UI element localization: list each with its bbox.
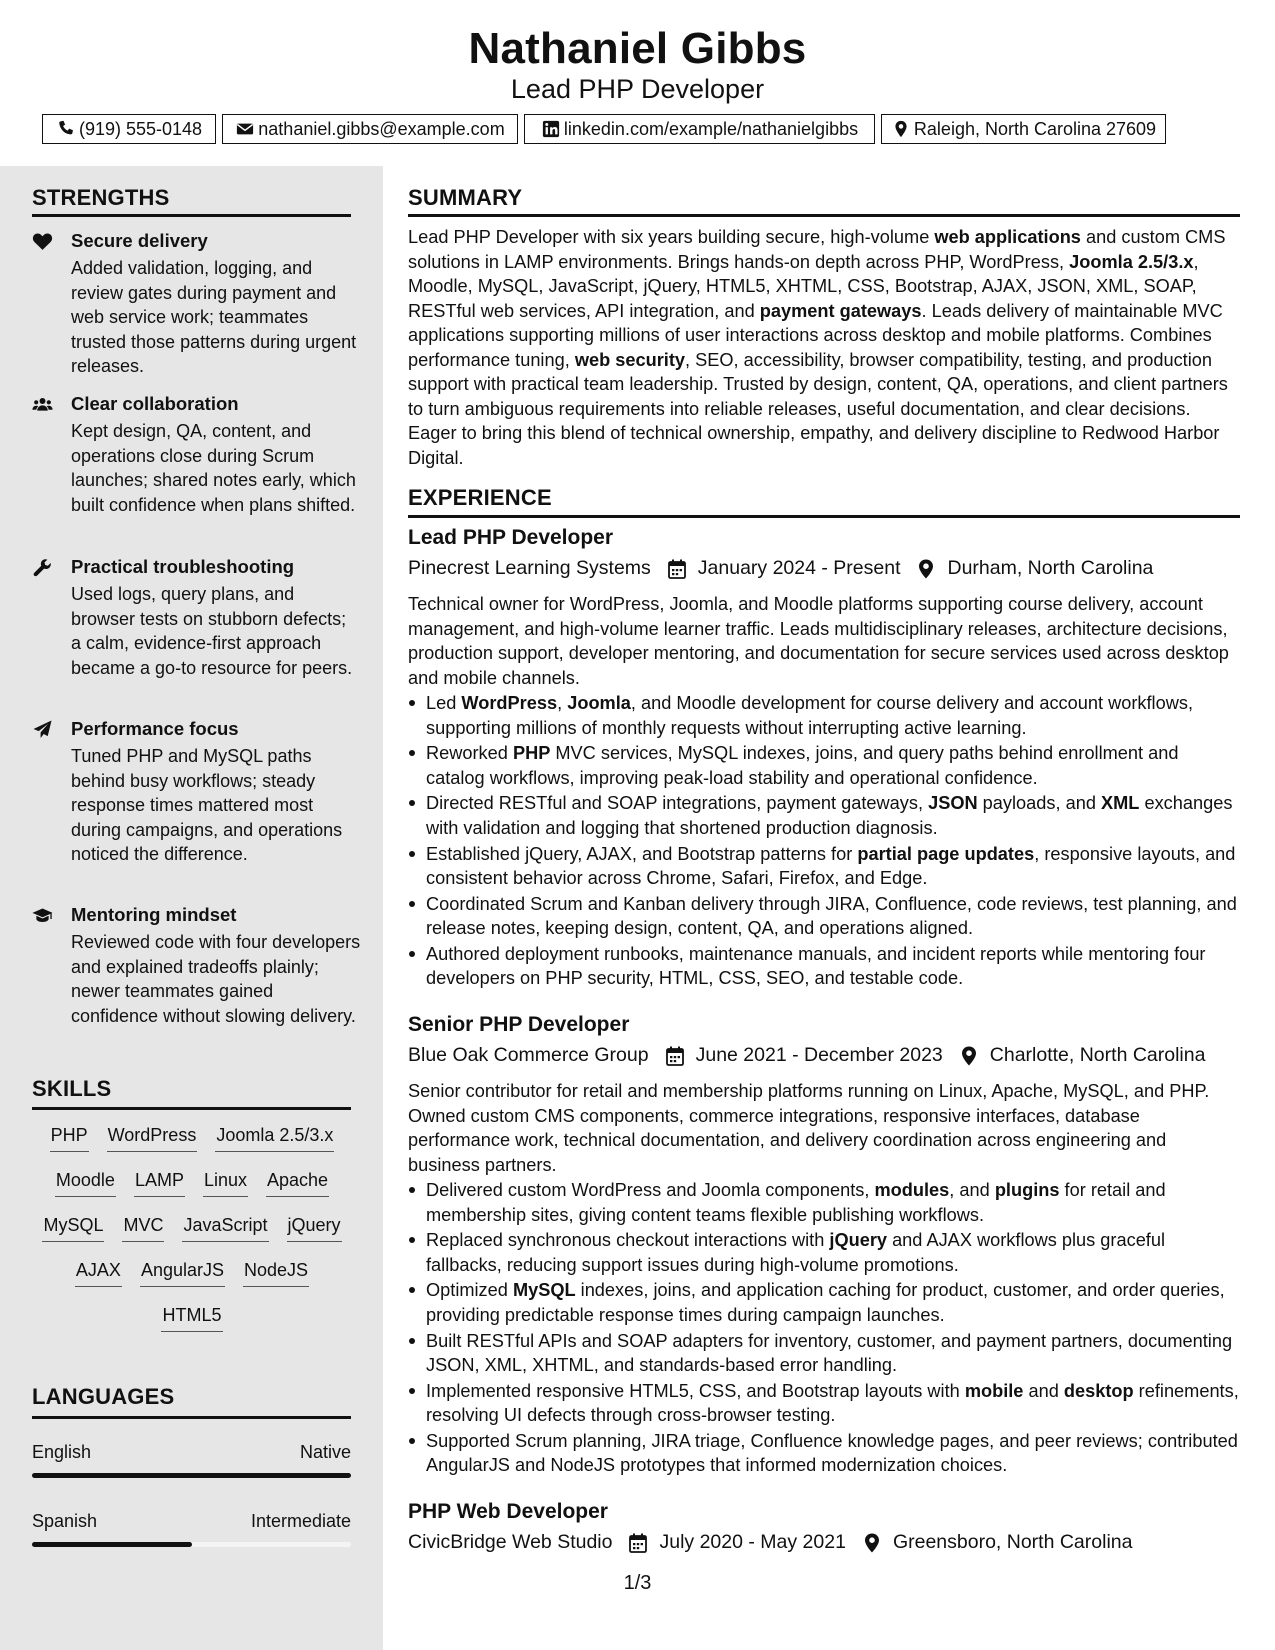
candidate-role: Lead PHP Developer — [510, 74, 765, 104]
job-description: Technical owner for WordPress, Joomla, and Moodle platforms supporting course delivery, account management, and high-volume learner traffic. Leads multidisciplinary releases, architecture decisions, production support, developer mentoring, and documentation for secure services used across desktop and mobile channels. — [408, 594, 1229, 688]
job-company: CivicBridge Web Studio — [408, 1531, 613, 1553]
section-divider — [408, 214, 1240, 217]
skill-tag: NodeJS — [243, 1260, 309, 1287]
section-divider — [408, 515, 1240, 518]
strength-title: Performance focus — [71, 718, 239, 739]
skill-tag: HTML5 — [161, 1305, 222, 1332]
job-meta — [408, 1531, 1132, 1554]
map-marker-icon — [891, 119, 911, 139]
list-item: Reworked PHP MVC services, MySQL indexes, joins, and query paths behind enrollment and catalog workflows, improving peak-load stability and operational confidence. — [408, 741, 1240, 790]
skill-tag: Moodle — [55, 1170, 116, 1197]
strength-description: Kept design, QA, content, and operations close during Scrum launches; shared notes early, which built confidence when plans shifted. — [71, 421, 356, 515]
job-location: Greensboro, North Carolina — [892, 1531, 1133, 1553]
map-marker-icon — [860, 1532, 884, 1554]
job-title: Senior PHP Developer — [408, 1013, 630, 1036]
list-item: Replaced synchronous checkout interactions with jQuery and AJAX workflows plus graceful fallbacks, reducing support issues during high-volume promotions. — [408, 1228, 1240, 1277]
strengths-heading: STRENGTHS — [32, 185, 170, 210]
phone-text: (919) 555-0148 — [78, 118, 203, 139]
list-item: Optimized MySQL indexes, joins, and application caching for product, customer, and order queries, providing predictable response times during campaign launches. — [408, 1278, 1240, 1327]
language-name: English — [32, 1442, 92, 1462]
list-item: Built RESTful APIs and SOAP adapters for inventory, customer, and payment partners, documenting JSON, XML, XHTML, and standards-based error handling. — [408, 1329, 1240, 1378]
job-bullets — [408, 1178, 1240, 1479]
job-meta — [408, 557, 1153, 580]
linkedin-text: linkedin.com/example/nathanielgibbs — [563, 118, 859, 139]
skills-row — [32, 1170, 352, 1215]
list-item: Coordinated Scrum and Kanban delivery through JIRA, Confluence, code reviews, test planning, and release notes, keeping design, content, QA, and operations aligned. — [408, 892, 1240, 941]
location-text: Raleigh, North Carolina 27609 — [913, 118, 1157, 139]
job-description: Senior contributor for retail and membership platforms running on Linux, Apache, MySQL, and PHP. Owned custom CMS components, commerce integrations, responsive interfaces, database performance work, technical documentation, and delivery coordination across engineering and business partners. — [408, 1081, 1210, 1175]
calendar-icon — [665, 558, 689, 580]
calendar-icon — [626, 1532, 650, 1554]
strength-description: Used logs, query plans, and browser tests on stubborn defects; a calm, evidence-first approach became a go-to resource for peers. — [71, 584, 353, 678]
list-item: Authored deployment runbooks, maintenance manuals, and incident reports while mentoring four developers on PHP security, HTML, CSS, SEO, and testable code. — [408, 942, 1240, 991]
strength-title: Secure delivery — [71, 230, 208, 251]
contact-phone[interactable] — [42, 114, 216, 144]
section-divider — [32, 214, 351, 217]
skills-list — [32, 1125, 352, 1350]
envelope-icon — [235, 119, 255, 139]
list-item: Directed RESTful and SOAP integrations, payment gateways, JSON payloads, and XML exchanges with validation and logging that shortened production diagnosis. — [408, 791, 1240, 840]
paper-plane-icon — [32, 720, 54, 740]
skill-tag: PHP — [50, 1125, 89, 1152]
section-divider — [32, 1107, 351, 1110]
map-marker-icon — [914, 558, 938, 580]
skill-tag: Joomla 2.5/3.x — [215, 1125, 334, 1152]
skill-tag: AngularJS — [140, 1260, 225, 1287]
skills-row — [32, 1305, 352, 1350]
skills-row — [32, 1215, 352, 1260]
job-company: Pinecrest Learning Systems — [408, 557, 651, 579]
list-item: Delivered custom WordPress and Joomla components, modules, and plugins for retail and membership sites, giving content teams flexible publishing workflows. — [408, 1178, 1240, 1227]
skill-tag: LAMP — [134, 1170, 185, 1197]
job-dates: January 2024 - Present — [697, 557, 901, 579]
language-proficiency-bar — [32, 1542, 351, 1547]
candidate-name: Nathaniel Gibbs — [468, 24, 807, 73]
language-proficiency-fill — [32, 1473, 351, 1478]
skill-tag: MySQL — [42, 1215, 104, 1242]
job-location: Charlotte, North Carolina — [989, 1044, 1206, 1066]
page-number: 1/3 — [623, 1572, 652, 1594]
language-proficiency-fill — [32, 1542, 192, 1547]
language-proficiency-bar — [32, 1473, 351, 1478]
skills-row — [32, 1260, 352, 1305]
skills-heading: SKILLS — [32, 1076, 112, 1101]
contact-bar — [42, 114, 1232, 144]
summary-text: Lead PHP Developer with six years building secure, high-volume web applications and custom CMS solutions in LAMP environments. Brings hands-on depth across PHP, WordPress, Joomla 2.5/3.x, Moodle, MySQL, JavaScript, jQuery, HTML5, XHTML, CSS, Bootstrap, AJAX, JSON, XML, SOAP, RESTful web services, API integration, and payment gateways. Leads delivery of maintainable MVC applications supporting millions of user interactions across desktop and mobile platforms. Combines performance tuning, web security, SEO, accessibility, browser compatibility, testing, and production support with practical team leadership. Trusted by design, content, QA, operations, and client partners to turn ambiguous requirements into reliable releases, useful documentation, and clear decisions. Eager to bring this blend of technical ownership, empathy, and delivery discipline to Redwood Harbor Digital. — [408, 227, 1228, 468]
graduation-cap-icon — [32, 906, 54, 926]
strength-title: Practical troubleshooting — [71, 556, 295, 577]
job-company: Blue Oak Commerce Group — [408, 1044, 649, 1066]
strength-description: Reviewed code with four developers and explained tradeoffs plainly; newer teammates gained confidence without slowing delivery. — [71, 932, 361, 1026]
phone-icon — [56, 119, 76, 139]
section-divider — [32, 1416, 351, 1419]
list-item: Supported Scrum planning, JIRA triage, Confluence knowledge pages, and peer reviews; contributed AngularJS and NodeJS prototypes that informed modernization choices. — [408, 1429, 1240, 1478]
resume-header — [0, 0, 1275, 166]
job-title: PHP Web Developer — [408, 1500, 608, 1523]
skill-tag: Linux — [203, 1170, 248, 1197]
job-bullets — [408, 691, 1240, 992]
language-level: Native — [299, 1442, 351, 1462]
map-marker-icon — [957, 1045, 981, 1067]
list-item: Led WordPress, Joomla, and Moodle development for course delivery and account workflows, supporting millions of monthly requests without interrupting active learning. — [408, 691, 1240, 740]
job-dates: July 2020 - May 2021 — [659, 1531, 846, 1553]
contact-location — [881, 114, 1166, 144]
skill-tag: Apache — [266, 1170, 329, 1197]
languages-heading: LANGUAGES — [32, 1384, 175, 1409]
skill-tag: MVC — [122, 1215, 164, 1242]
skills-row — [32, 1125, 352, 1170]
language-level: Intermediate — [250, 1511, 351, 1531]
skill-tag: jQuery — [287, 1215, 342, 1242]
wrench-icon — [32, 558, 54, 578]
sidebar — [0, 166, 383, 1650]
summary-heading: SUMMARY — [408, 185, 523, 210]
email-text: nathaniel.gibbs@example.com — [258, 118, 505, 139]
list-item: Established jQuery, AJAX, and Bootstrap patterns for partial page updates, responsive layouts, and consistent behavior across Chrome, Safari, Firefox, and Edge. — [408, 842, 1240, 891]
heart-icon — [32, 232, 54, 252]
users-icon — [32, 395, 54, 415]
skill-tag: AJAX — [75, 1260, 122, 1287]
strength-description: Tuned PHP and MySQL paths behind busy workflows; steady response times mattered most during campaigns, and operations noticed the difference. — [71, 746, 343, 864]
skill-tag: WordPress — [107, 1125, 198, 1152]
job-location: Durham, North Carolina — [947, 557, 1154, 579]
skill-tag: JavaScript — [182, 1215, 268, 1242]
linkedin-icon — [541, 119, 561, 139]
contact-email[interactable] — [222, 114, 518, 144]
experience-heading: EXPERIENCE — [408, 485, 552, 510]
list-item: Implemented responsive HTML5, CSS, and Bootstrap layouts with mobile and desktop refinements, resolving UI defects through cross-browser testing. — [408, 1379, 1240, 1428]
strength-title: Clear collaboration — [71, 393, 239, 414]
job-meta — [408, 1044, 1205, 1067]
job-title: Lead PHP Developer — [408, 526, 614, 549]
job-dates: June 2021 - December 2023 — [695, 1044, 943, 1066]
language-name: Spanish — [32, 1511, 98, 1531]
strength-title: Mentoring mindset — [71, 904, 237, 925]
contact-linkedin[interactable] — [524, 114, 875, 144]
calendar-icon — [663, 1045, 687, 1067]
strength-description: Added validation, logging, and review gates during payment and web service work; teammates trusted those patterns during urgent releases. — [71, 258, 357, 376]
